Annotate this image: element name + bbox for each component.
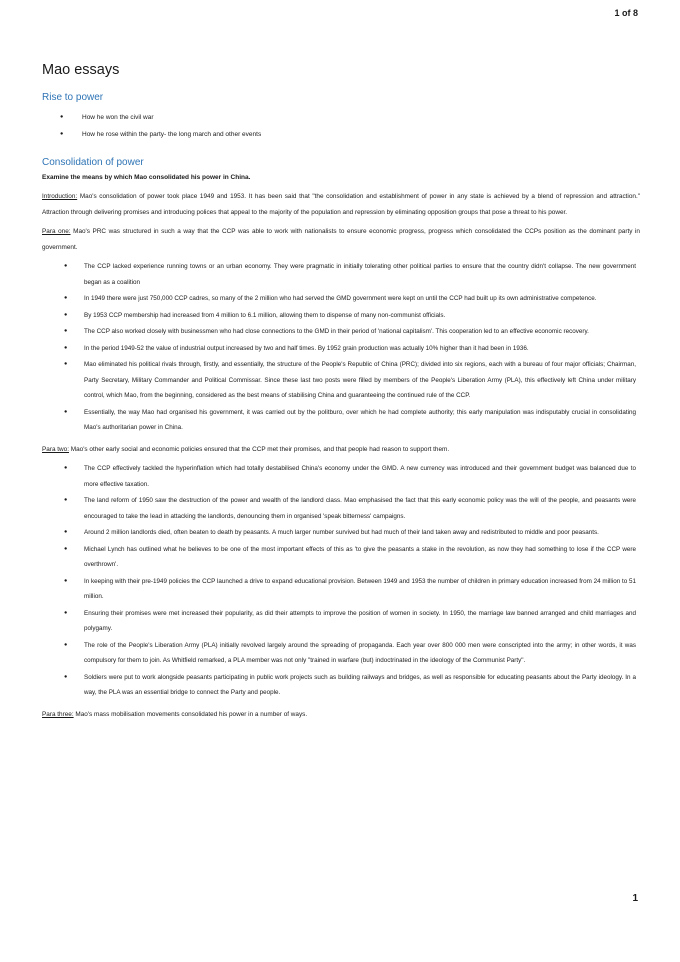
para-one-paragraph (42, 224, 640, 255)
list-item: ● In keeping with their pre-1949 policies the CCP launched a drive to expand educational provision. Between 1949 and 1953 the number of children in primary education increased from 24 million to 51 million. (42, 574, 640, 605)
para-three-text: Mao's mass mobilisation movements consolidated his power in a number of ways. (73, 710, 308, 718)
introduction-text: Mao's consolidation of power took place 1949 and 1953. It has been said that "the consolidation and establishment of power in any state is achieved by a blend of repression and attraction." Attraction through delivering promises and introducing polices that appeal to the majority of the population and repression by eliminating opposition groups that pose a threat to his power. (42, 193, 640, 216)
page-number: 1 (632, 893, 638, 904)
list-item: ● Around 2 million landlords died, often beaten to death by peasants. A much larger number survived but had much of their land taken away and redistributed to middle and poor peasants. (42, 525, 640, 541)
list-item: ● Mao eliminated his political rivals through, firstly, and essentially, the structure of the People's Republic of China (PRC); divided into six regions, each with a bureau of four major officials; Chairman, Party Secretary, Military Commander and Political Commissar. Since these last two posts were filled by members of the People's Liberation Army (PLA), this effectively left China under military control, which Mao, from the beginning, considered as the best means of stabilising China and guaranteeing the continued rule of the CCP. (42, 357, 640, 404)
list-item: ● Michael Lynch has outlined what he believes to be one of the most important effects of this as 'to give the peasants a stake in the revolution, as now they had something to lose if the CCP were overthrown'. (42, 542, 640, 573)
list-item: ● In the period 1949-52 the value of industrial output increased by two and half times. By 1952 grain production was actually 10% higher than it had been in 1936. (42, 341, 640, 357)
document-page (42, 62, 640, 726)
para-two-text: Mao's other early social and economic policies ensured that the CCP met their promises, and that people had reason to support them. (69, 445, 450, 453)
para-three-paragraph (42, 707, 640, 723)
introduction-paragraph (42, 189, 640, 220)
list-item: ● The CCP also worked closely with businessmen who had close connections to the GMD in their period of 'national capitalism'. This cooperation led to an effective economic recovery. (42, 324, 640, 340)
list-item: ● The land reform of 1950 saw the destruction of the power and wealth of the landlord class. Mao emphasised the fact that this early economic policy was the will of the people, and peasants were encouraged to take the lead in attacking the landlords, denouncing them in organised 'speak bitterness' campaigns. (42, 493, 640, 524)
list-item: ● How he won the civil war (42, 109, 640, 126)
para-one-points (42, 259, 640, 436)
list-item: ● Essentially, the way Mao had organised his government, it was carried out by the politburo, over which he had complete authority; this early manipulation was indisputably crucial in consolidating Mao's authoritarian power in China. (42, 405, 640, 436)
list-item: ● The CCP effectively tackled the hyperinflation which had totally destabilised China's economy under the GMD. A new currency was introduced and their government budget was balanced due to more effective taxation. (42, 461, 640, 492)
introduction-label: Introduction: (42, 193, 78, 200)
heading-rise-to-power: Rise to power (42, 92, 104, 103)
heading-consolidation-of-power: Consolidation of power (42, 157, 144, 168)
para-two-points (42, 461, 640, 701)
para-one-label: Para one: (42, 228, 71, 235)
page-counter: 1 of 8 (614, 8, 638, 18)
para-two-label: Para two: (42, 445, 69, 453)
list-item: ● By 1953 CCP membership had increased from 4 million to 6.1 million, allowing them to dispense of many non-communist officials. (42, 308, 640, 324)
list-item: ● How he rose within the party- the long march and other events (42, 126, 640, 143)
document-title: Mao essays (42, 62, 120, 78)
list-item: ● The CCP lacked experience running towns or an urban economy. They were pragmatic in initially tolerating other political parties to ensure that the country didn't collapse. The new government began as a coalition (42, 259, 640, 290)
para-two-paragraph (42, 442, 640, 458)
list-item: ● Soldiers were put to work alongside peasants participating in public work projects such as building railways and bridges, as well as responsible for educating peasants about the Party ideology. In a way, the PLA was an essential bridge to connect the Party and people. (42, 670, 640, 701)
para-one-text: Mao's PRC was structured in such a way that the CCP was able to work with nationalists to ensure economic progress, progress which consolidated the CCPs position as the dominant party in government. (42, 228, 640, 251)
essay-question: Examine the means by which Mao consolidated his power in China. (42, 174, 251, 181)
rise-to-power-list (42, 109, 640, 143)
list-item: ● In 1949 there were just 750,000 CCP cadres, so many of the 2 million who had served the GMD government were kept on until the CCP had built up its own administrative competence. (42, 291, 640, 307)
para-three-label: Para three: (42, 710, 74, 718)
list-item: ● Ensuring their promises were met increased their popularity, as did their attempts to improve the position of women in society. In 1950, the marriage law banned arranged and child marriages and polygamy. (42, 606, 640, 637)
list-item: ● The role of the People's Liberation Army (PLA) initially revolved largely around the spreading of propaganda. Each year over 800 000 men were conscripted into the army; in other words, it was compulsory for them to join. As Whitfield remarked, a PLA member was not only "trained in warfare (but) indoctrinated in the ideology of the Communist Party". (42, 638, 640, 669)
